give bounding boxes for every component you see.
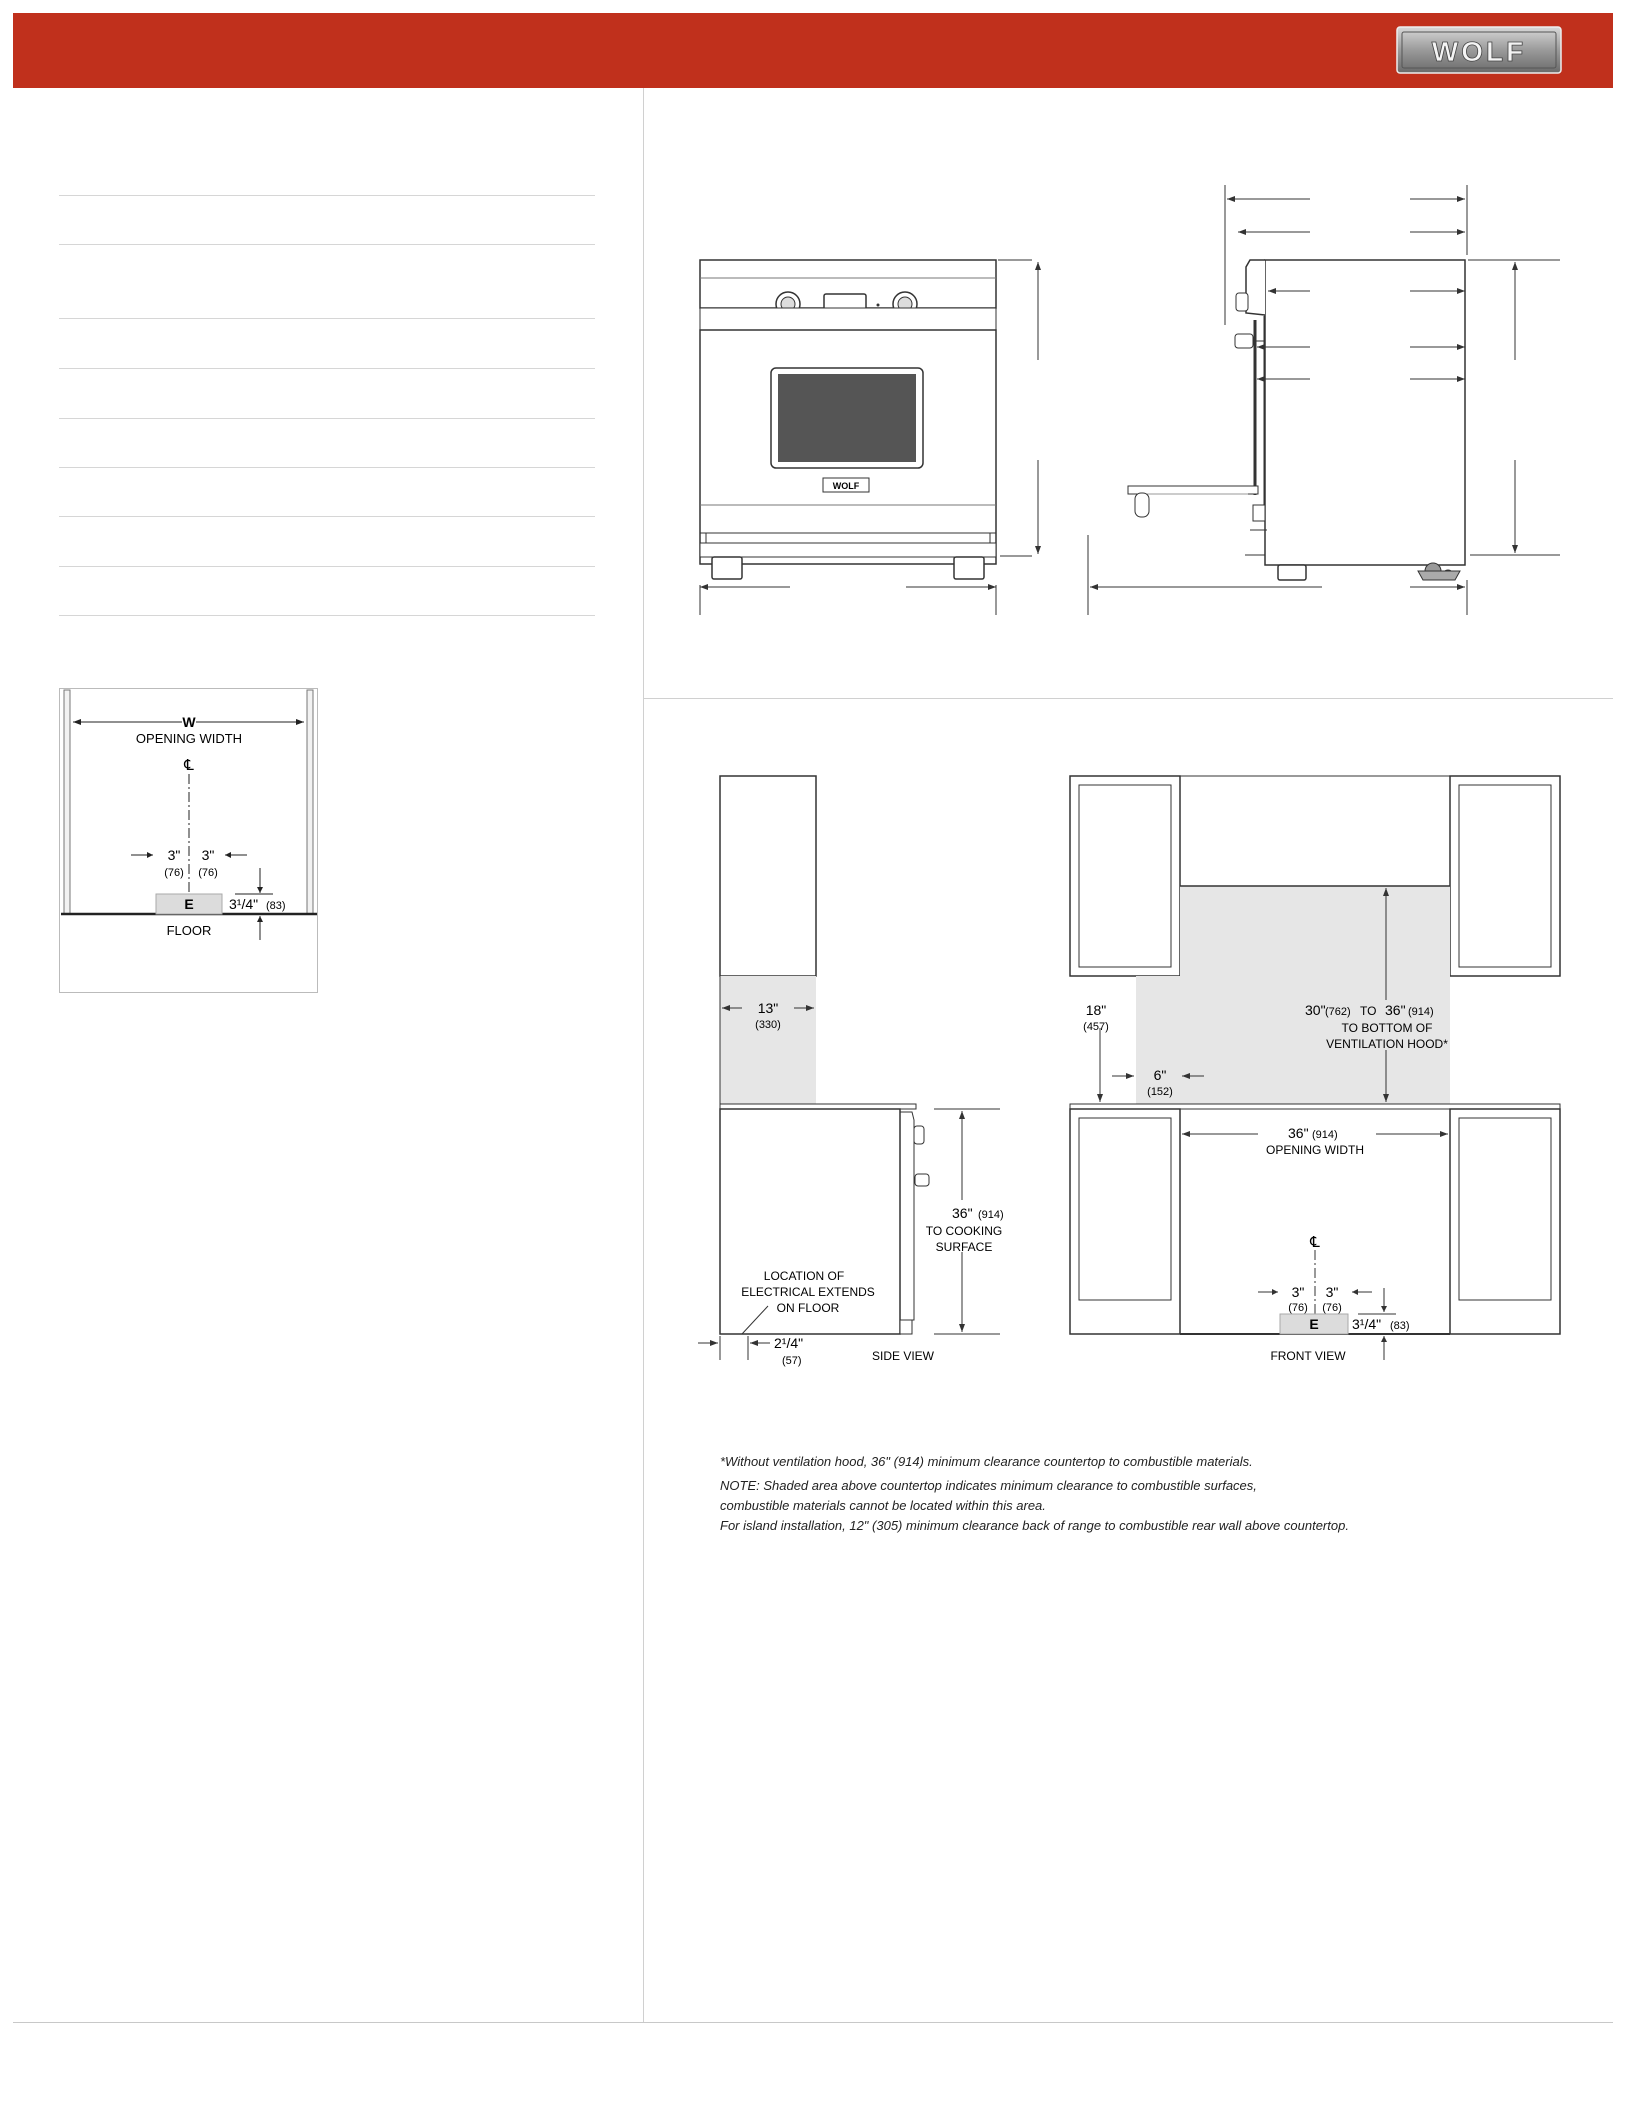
spec-rule: [59, 615, 595, 616]
footer-rule: [13, 2022, 1613, 2023]
dim-left-mm: (76): [164, 867, 184, 879]
opening-36: 36": [1288, 1125, 1309, 1141]
dim-18: 18": [1085, 1002, 1107, 1018]
w-label: W: [182, 714, 196, 730]
surface: SURFACE: [935, 1240, 993, 1254]
opening-36-mm: (914): [1312, 1129, 1338, 1141]
height-36: 36": [952, 1205, 973, 1221]
spec-rule: [59, 418, 595, 419]
installation-notes: [720, 1452, 1580, 1536]
dim-6-mm: (152): [1147, 1086, 1173, 1098]
height-dim: 3¹/4": [229, 896, 259, 912]
hood-range-a: 30": [1305, 1002, 1326, 1018]
dim-right: 3": [201, 847, 215, 863]
height-36-mm: (914): [978, 1209, 1004, 1221]
hood-range-b: 36": [1385, 1002, 1406, 1018]
height-dim-mm: (83): [266, 900, 286, 912]
opening-width-label: OPENING WIDTH: [135, 731, 243, 746]
e-label: E: [184, 896, 194, 912]
front-dim-left: 3": [1291, 1284, 1305, 1300]
column-divider: [643, 88, 644, 2023]
dim-214: 2¹/4": [774, 1335, 804, 1351]
front-height-dim-mm: (83): [1390, 1320, 1410, 1332]
oven-badge: WOLF: [832, 481, 860, 491]
spec-rule: [59, 318, 595, 319]
hood-range-b-mm: (914): [1408, 1006, 1434, 1018]
dim-6: 6": [1153, 1067, 1167, 1083]
section-divider: [643, 698, 1613, 699]
hood-to: TO: [1360, 1004, 1377, 1018]
spec-rule: [59, 566, 595, 567]
floor-label: FLOOR: [166, 923, 212, 938]
spec-rule: [59, 195, 595, 196]
front-centerline: ℄: [1310, 1234, 1320, 1251]
wolf-logo: [1396, 26, 1562, 74]
product-dimension-drawing: [690, 175, 1570, 625]
note-line: combustible materials cannot be located within this area.: [720, 1498, 1046, 1513]
front-dim-right: 3": [1325, 1284, 1339, 1300]
dim-214-mm: (57): [782, 1355, 802, 1367]
spec-rule: [59, 467, 595, 468]
header-bar: [13, 13, 1613, 88]
note-line: *Without ventilation hood, 36" (914) minimum clearance countertop to combustible materials.: [720, 1454, 1253, 1469]
spec-rule: [59, 516, 595, 517]
location-line2: ELECTRICAL EXTENDS: [741, 1285, 875, 1299]
logo-text: WOLF: [1431, 36, 1527, 67]
installation-diagram: [690, 760, 1570, 1440]
spec-rule: [59, 368, 595, 369]
hood-line2: TO BOTTOM OF: [1341, 1021, 1433, 1035]
clearance-13: 13": [757, 1000, 779, 1016]
front-e-label: E: [1309, 1316, 1319, 1332]
note-line: NOTE: Shaded area above countertop indicates minimum clearance to combustible surfaces,: [720, 1478, 1257, 1493]
clearance-13-mm: (330): [755, 1019, 781, 1031]
front-opening-width: OPENING WIDTH: [1266, 1143, 1364, 1157]
front-height-dim: 3¹/4": [1352, 1316, 1382, 1332]
electrical-location-diagram: [59, 688, 319, 994]
hood-range-a-mm: (762): [1325, 1006, 1351, 1018]
dim-left: 3": [167, 847, 181, 863]
spec-rule: [59, 244, 595, 245]
note-line: For island installation, 12" (305) minimum clearance back of range to combustible rear wall above countertop.: [720, 1518, 1349, 1533]
dim-right-mm: (76): [198, 867, 218, 879]
dim-18-mm: (457): [1083, 1021, 1109, 1033]
side-view-caption: SIDE VIEW: [872, 1349, 935, 1363]
hood-line3: VENTILATION HOOD*: [1326, 1037, 1448, 1051]
to-cooking: TO COOKING: [925, 1224, 1003, 1238]
centerline-symbol: ℄: [184, 757, 194, 774]
location-line1: LOCATION OF: [763, 1269, 845, 1283]
front-dim-left-mm: (76): [1288, 1302, 1308, 1314]
front-dim-right-mm: (76): [1322, 1302, 1342, 1314]
front-view-caption: FRONT VIEW: [1270, 1349, 1346, 1363]
location-line3: ON FLOOR: [776, 1301, 840, 1315]
